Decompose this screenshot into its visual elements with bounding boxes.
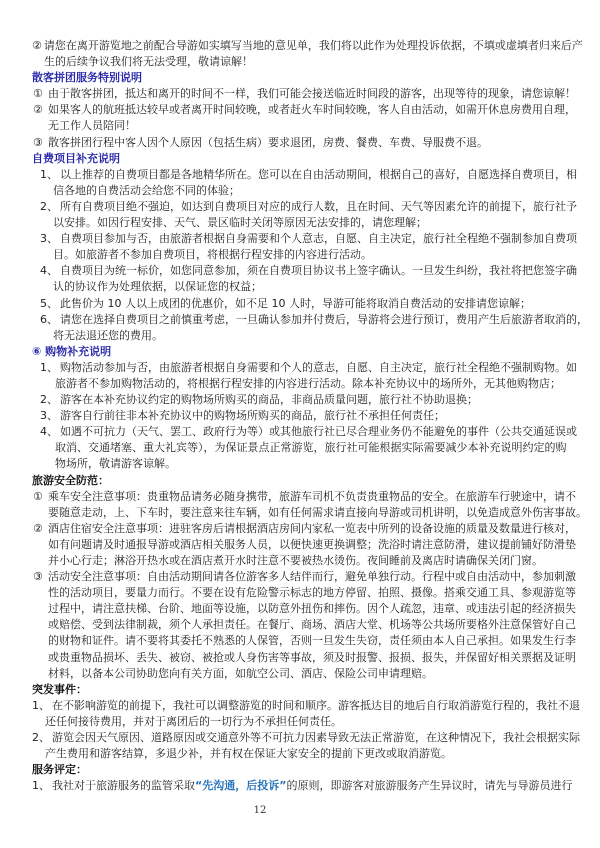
item-text: 以安排。如因行程安排、天气、景区临时关闭等原因无法安排的，请您理解；: [53, 216, 427, 230]
document-body: [0, 38, 600, 794]
section: [0, 473, 600, 682]
section: [0, 762, 600, 794]
item-text: 此售价为 10 人以上成团的优惠价，如不足 10 人时，导游可能将取消自费活动的安排请您谅解；: [60, 296, 531, 310]
list-item: [0, 424, 600, 472]
item-text: 旅游者不参加购物活动的，将根据行程安排的内容进行活动。除本补充协议中的场所外，无其他购物店；: [55, 376, 561, 390]
list-item: [0, 392, 600, 408]
section: [0, 38, 600, 70]
list-item: [0, 312, 600, 344]
item-text: 信各地的自费活动会给您不同的体验；: [53, 183, 240, 197]
item-text: 目。如旅游者不参加自费项目，将根据行程安排的内容进行活动。: [53, 248, 372, 262]
item-text: 乘车安全注意事项：贵重物品请务必随身携带，旅游车司机不负责贵重物品的安全。在旅游车行驶途中，请不: [48, 489, 576, 503]
list-item: [0, 730, 600, 762]
item-text: 如遇不可抗力（天气、罢工、政府行为等）或其他旅行社已尽合理业务仍不能避免的事件（公共交通延误或: [60, 425, 577, 439]
item-text: 游客自行前往非本补充协议中的购物场所购买的商品，旅行社不承担任何责任；: [60, 409, 445, 423]
list-item: [0, 778, 600, 794]
item-text: 的财物和证件。请不要将其委托不熟悉的人保管，否则一旦发生失窃，责任须由本人自己承担。如果发生行李: [48, 634, 576, 648]
item-text: 要随意走动，上、下车时，要注意来往车辆，如有任何需求请直接向导游或司机讲明，以免造成意外伤害事故。: [48, 505, 587, 519]
item-text: 自费项目参加与否，由旅游者根据自身需要和个人意志，自愿、自主决定，旅行社全程绝不强制参加自费项: [60, 232, 577, 246]
item-marker: 3、: [40, 232, 58, 246]
highlighted-text: “先沟通，后投诉”: [195, 779, 287, 793]
item-text: 无工作人员陪同！: [48, 119, 136, 133]
item-marker: ①: [33, 87, 43, 101]
item-text: 生的后续争议我们将无法受理，敬请谅解！: [44, 55, 253, 69]
page-number: 12: [253, 805, 267, 816]
item-text: 游览会因天气原因、道路原因或交通意外等不可抗力因素导致无法正常游览，在这种情况下，我社会根据实际: [52, 731, 580, 745]
list-item: [0, 569, 600, 682]
item-text: 将无法退还您的费用。: [53, 328, 163, 342]
item-text: 我社对于旅游服务的监管采取: [52, 779, 195, 793]
item-text: 或贵重物品损坏、丢失、被窃、被抢或人身伤害等事故，须及时报警、报损、报失，并保留好相关票据及证明: [48, 650, 576, 664]
list-item: [0, 38, 600, 70]
item-marker: 4、: [40, 264, 58, 278]
item-text: 取消、交通堵塞、重大礼宾等），为保证景点正常游览，旅行社可能根据实际需要减少本补充说明约定的购: [55, 441, 567, 455]
item-text: 的原则，即游客对旅游服务产生异议时，请先与导游员进行: [286, 779, 573, 793]
item-text: 或赔偿、受到法律制裁，须个人承担责任。在餐厅、商场、酒店大堂、机场等公共场所要格外注意保管好自己: [48, 618, 576, 632]
section-heading: ⑥ 购物补充说明: [32, 344, 112, 358]
item-marker: 1、: [40, 167, 58, 181]
item-marker: 5、: [40, 296, 58, 310]
item-marker: 1、: [32, 698, 50, 712]
item-text: 请您在离开游览地之前配合导游如实填写当地的意见单，我们将以此作为处理投诉依据，不填或虚填者归来后产: [43, 39, 583, 52]
item-marker: 2、: [40, 199, 58, 213]
item-marker: 1、: [40, 360, 58, 374]
item-text: 以上推荐的自费项目都是各地精华所在。您可以在自由活动期间，根据自己的喜好，自愿选择自费项目，相: [60, 167, 577, 181]
item-text: 认的协议作为处理依据，以保证您的权益；: [53, 280, 262, 294]
section-heading: 旅游安全防范：: [32, 473, 109, 487]
section-heading: 服务评定：: [32, 763, 87, 777]
item-text: 如果客人的航班抵达较早或者离开时间较晚，或者赶火车时间较晚，客人自由活动，如需开休息房费用自理，: [48, 103, 576, 117]
item-marker: 2、: [32, 731, 50, 745]
item-marker: ③: [33, 570, 43, 584]
item-text: 性的活动项目，要量力而行。不要在设有危险警示标志的地方停留、拍照、摄像。搭乘交通工具、参观游览等: [48, 586, 576, 600]
item-text: 如有问题请及时通报导游或酒店相关服务人员，以便快速更换调整；洗浴时请注意防滑，建议提前铺好防滑垫: [48, 537, 576, 551]
item-text: 购物活动参加与否，由旅游者根据自身需要和个人的意志，自愿、自主决定，旅行社全程绝不强制购物。如: [60, 360, 577, 374]
section: [0, 344, 600, 473]
item-text: 自费项目为统一标价，如您同意参加，须在自费项目协议书上签字确认。一旦发生纠纷，我社将把您签字确: [60, 264, 577, 278]
item-text: 散客拼团行程中客人因个人原因（包括生病）要求退团，房费、餐费、车费、导服费不退。: [48, 135, 488, 149]
item-marker: 1、: [32, 779, 50, 793]
list-item: [0, 521, 600, 569]
item-marker: ②: [33, 521, 43, 535]
item-text: 过程中，请注意扶梯、台阶、地面等设施，以防意外扭伤和摔伤。因个人疏忽，违章、或违法引起的经济损失: [48, 602, 576, 616]
list-item: [0, 86, 600, 102]
item-text: 所有自费项目绝不强迫，如达到自费项目对应的成行人数，且在时间、天气等因素允许的前提下，旅行社予: [60, 199, 577, 213]
item-marker: 3、: [40, 409, 58, 423]
list-item: [0, 231, 600, 263]
item-marker: ①: [33, 489, 43, 503]
item-text: 物场所，敬请游客谅解。: [55, 457, 176, 471]
list-item: [0, 360, 600, 392]
item-text: 请您在选择自费项目之前慎重考虑，一旦确认参加并付费后，导游将会进行预订，费用产生后旅游者取消的，: [60, 312, 588, 326]
section: [0, 151, 600, 344]
item-text: 酒店住宿安全注意事项：进驻客房后请根据酒店房间内家私一览表中所列的设备设施的质量及数量进行核对，: [48, 521, 576, 535]
item-marker: ②: [32, 39, 42, 52]
item-marker: ③: [33, 135, 43, 149]
list-item: [0, 167, 600, 199]
list-item: [0, 489, 600, 521]
item-text: 产生费用和游客结算，多退少补，并有权在保证大家安全的提前下更改或取消游览。: [45, 747, 452, 761]
list-item: [0, 102, 600, 134]
list-item: [0, 199, 600, 231]
item-marker: ②: [33, 103, 43, 117]
item-text: 材料，以备本公司协助您向有关方面，如航空公司、酒店、保险公司申请理赔。: [48, 666, 433, 680]
section-heading: 散客拼团服务特别说明: [32, 71, 142, 85]
section: [0, 682, 600, 762]
list-item: [0, 296, 600, 312]
list-item: [0, 135, 600, 151]
item-marker: 2、: [40, 393, 58, 407]
item-marker: 6、: [40, 312, 58, 326]
list-item: [0, 698, 600, 730]
item-marker: 4、: [40, 425, 58, 439]
section: [0, 70, 600, 150]
item-text: 在不影响游览的前提下，我社可以调整游览的时间和顺序。游客抵达目的地后自行取消游览行程的，我社不退: [52, 698, 580, 712]
item-text: 游客在本补充协议约定的购物场所购买的商品，非商品质量问题，旅行社不协助退换；: [60, 393, 478, 407]
item-text: 由于散客拼团，抵达和离开的时间不一样，我们可能会接送临近时间段的游客，出现等待的现象，请您谅解！: [48, 87, 576, 101]
item-text: 活动安全注意事项：自由活动期间请各位游客多人结伴而行，避免单独行动。行程中或自由活动中，参加刺激: [48, 570, 576, 584]
item-text: 还任何接待费用，并对于离团后的一切行为不承担任何责任。: [45, 714, 342, 728]
item-text: 并小心行走；淋浴开热水或在酒店煮开水时注意不要被热水烫伤。夜间睡前及离店时请确保关闭门窗。: [48, 554, 543, 567]
section-heading: 自费项目补充说明: [32, 151, 120, 165]
list-item: [0, 263, 600, 295]
list-item: [0, 408, 600, 424]
section-heading: 突发事件：: [32, 682, 87, 696]
